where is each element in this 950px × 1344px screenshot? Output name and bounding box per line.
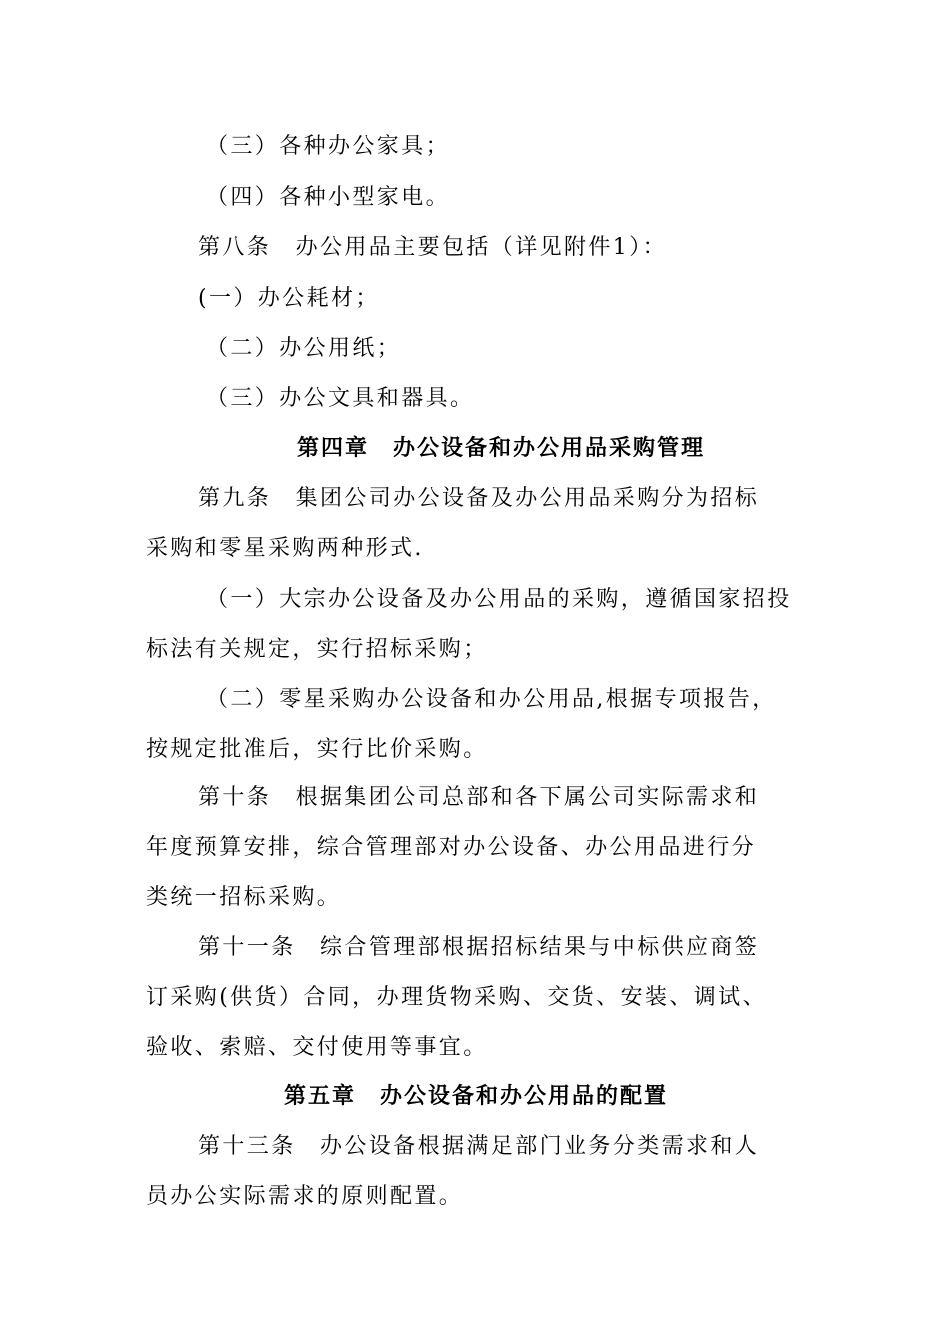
list-item-stationery: （三）办公文具和器具。 bbox=[206, 386, 475, 411]
article-11-line-2: 订采购(供货）合同，办理货物采购、交货、安装、调试、 bbox=[146, 985, 767, 1010]
article-10-line-3: 类统一招标采购。 bbox=[146, 885, 342, 910]
article-13-line-2: 员办公实际需求的原则配置。 bbox=[146, 1184, 464, 1209]
article-9-line-2: 采购和零星采购两种形式. bbox=[146, 536, 424, 561]
article-8-text: 第八条 办公用品主要包括（详见附件1）： bbox=[198, 235, 667, 260]
article-9-line-1: 第九条 集团公司办公设备及办公用品采购分为招标 bbox=[198, 486, 760, 511]
list-item-paper: （二）办公用纸； bbox=[206, 336, 402, 361]
article-9-item-2-line-1: （二）零星采购办公设备和办公用品,根据专项报告， bbox=[206, 687, 777, 712]
chapter-4-heading: 第四章 办公设备和办公用品采购管理 bbox=[296, 436, 705, 461]
list-item-consumables: (一）办公耗材； bbox=[198, 286, 380, 311]
article-9-item-1-line-2: 标法有关规定，实行招标采购； bbox=[146, 637, 488, 662]
article-10-line-1: 第十条 根据集团公司总部和各下属公司实际需求和 bbox=[198, 785, 760, 810]
list-item-appliances: （四）各种小型家电。 bbox=[206, 185, 451, 210]
article-11-line-3: 验收、索赔、交付使用等事宜。 bbox=[146, 1035, 488, 1060]
article-9-item-1-line-1: （一）大宗办公设备及办公用品的采购，遵循国家招投 bbox=[206, 587, 792, 612]
chapter-5-heading: 第五章 办公设备和办公用品的配置 bbox=[283, 1084, 668, 1109]
article-9-item-2-line-2: 按规定批准后，实行比价采购。 bbox=[146, 737, 488, 762]
article-11-line-1: 第十一条 综合管理部根据招标结果与中标供应商签 bbox=[198, 935, 760, 960]
list-item-furniture: （三）各种办公家具； bbox=[206, 134, 451, 159]
article-10-line-2: 年度预算安排，综合管理部对办公设备、办公用品进行分 bbox=[146, 835, 757, 860]
article-13-line-1: 第十三条 办公设备根据满足部门业务分类需求和人 bbox=[198, 1134, 760, 1159]
